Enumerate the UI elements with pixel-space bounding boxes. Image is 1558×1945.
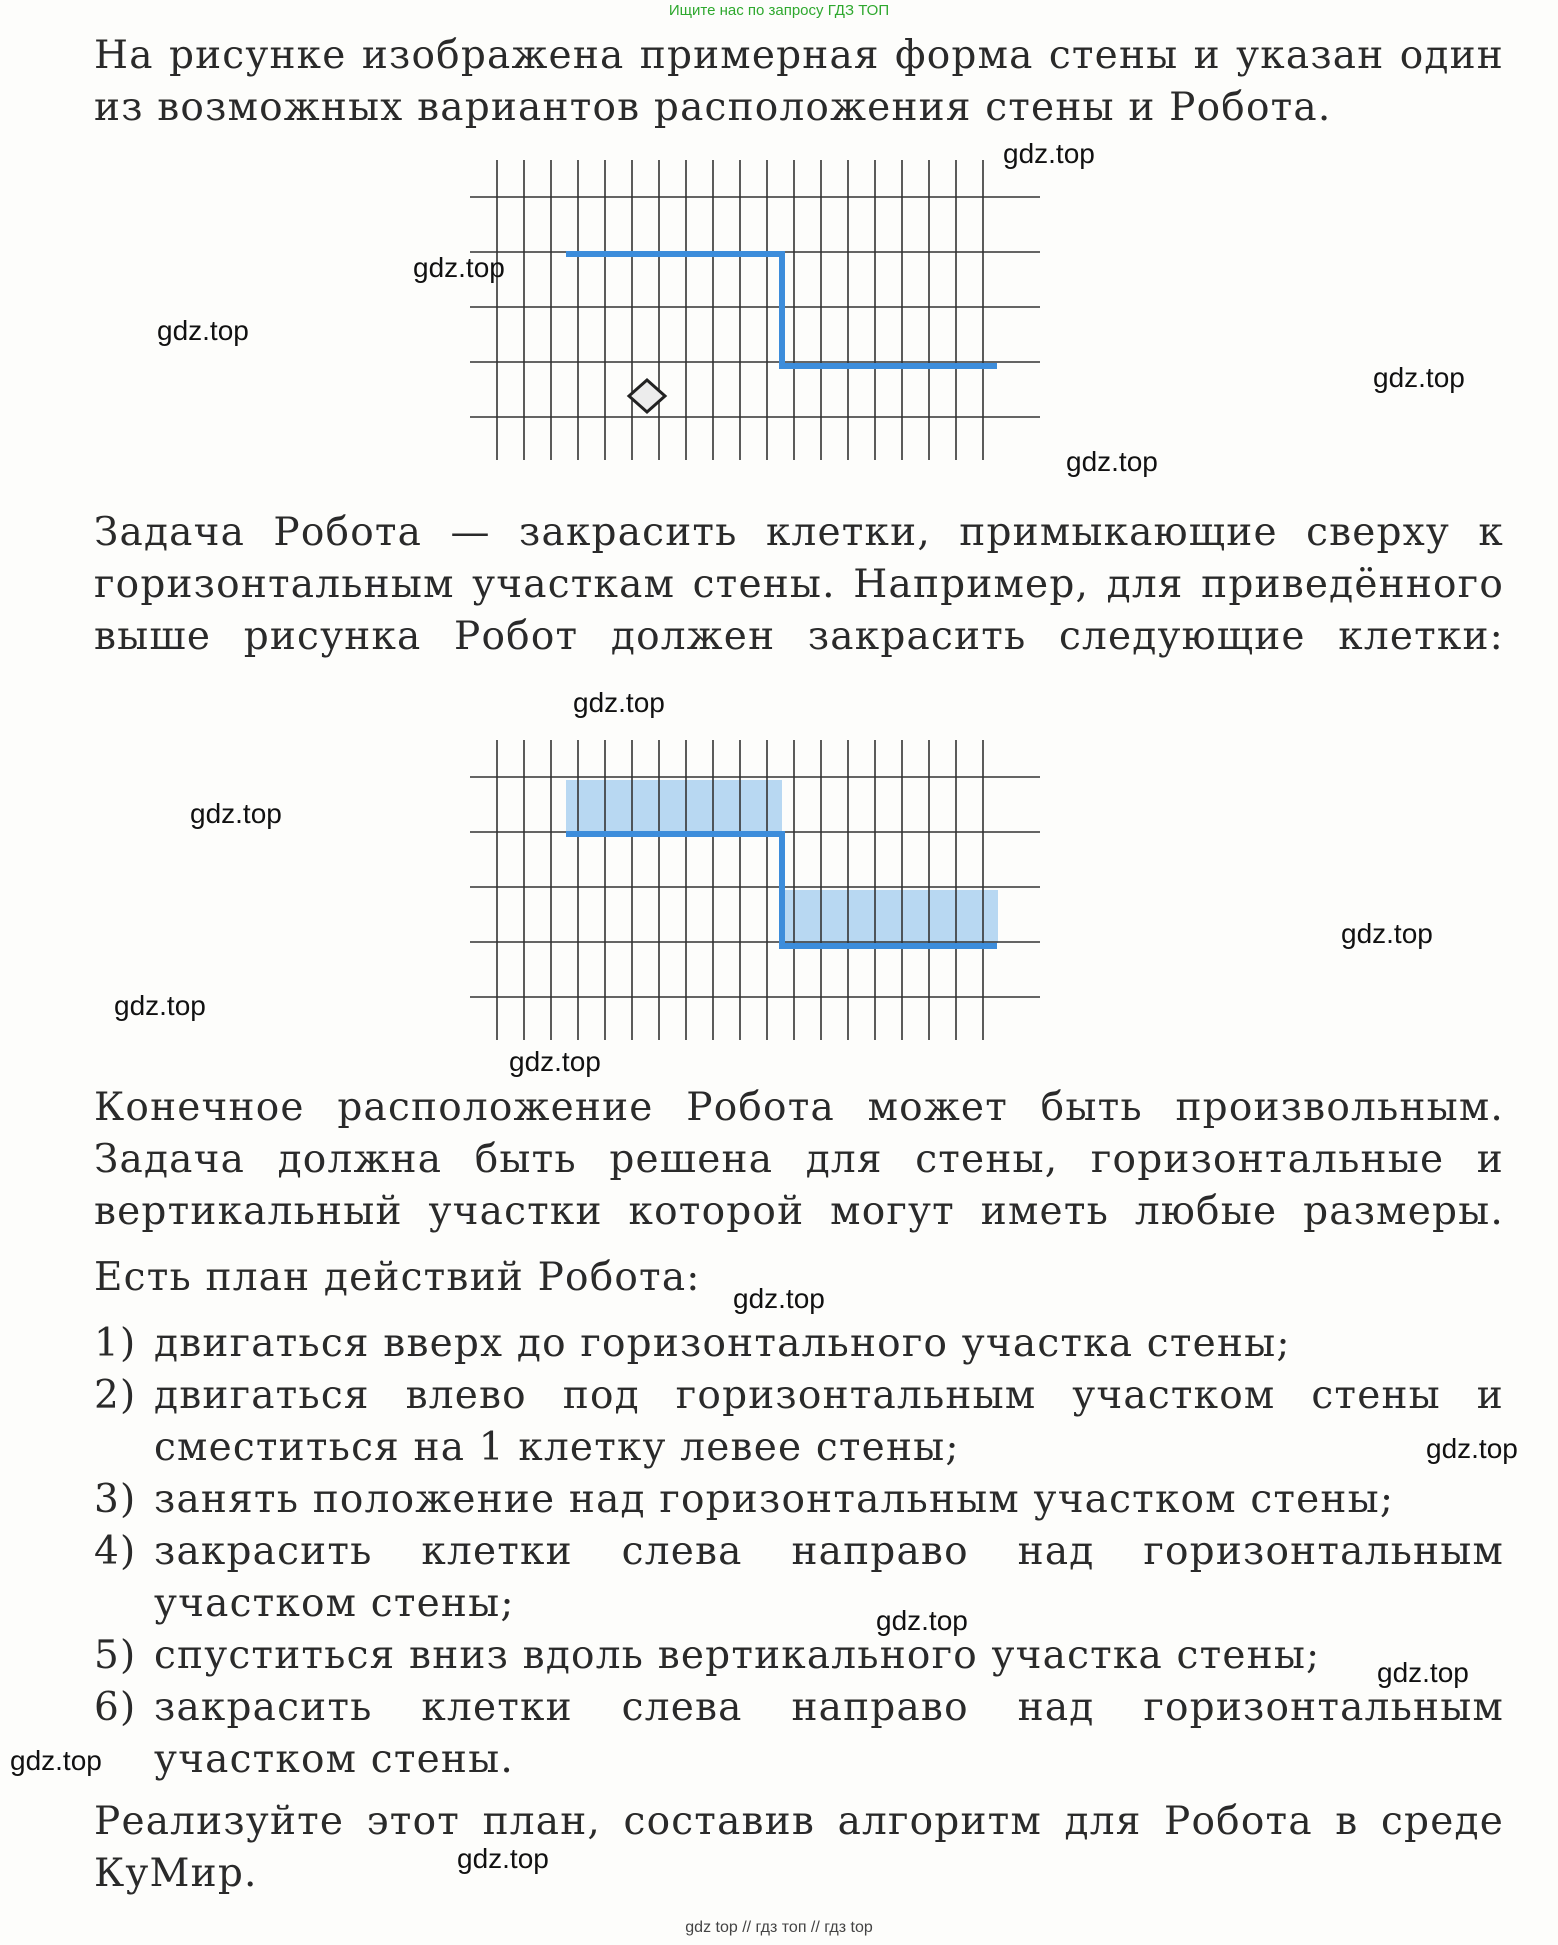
plan-title-text: Есть план действий Робота: [94,1255,701,1300]
top-banner[interactable]: Ищите нас по запросу ГДЗ ТОП [668,2,890,19]
watermark: gdz.top [1066,446,1158,477]
shaded-cells-lower [782,890,998,943]
conclusion-paragraph: Реализуйте этот план, составив алгоритм для Робота в среде КуМир. [94,1799,1504,1896]
plan-item-number: 1) [94,1321,137,1366]
plan-item-text: двигаться вверх до горизонтального участка стены; [154,1321,1291,1366]
figure-shaded-cells [470,740,1050,1045]
watermark: gdz.top [114,990,206,1021]
plan-item-5 [94,1630,1504,1682]
bottom-banner[interactable]: gdz top // гдз топ // гдз top [685,1919,873,1936]
plan-item-number: 6) [94,1685,137,1730]
watermark: gdz.top [733,1283,825,1314]
plan-item-number: 2) [94,1373,137,1418]
plan-item-number: 3) [94,1477,137,1522]
plan-item-text: спуститься вниз вдоль вертикального участка стены; [154,1633,1321,1678]
plan-item-4 [94,1526,1504,1630]
watermark: gdz.top [413,252,505,283]
shaded-cells-upper [566,780,782,833]
plan-item-text: закрасить клетки слева направо над горизонтальным участком стены. [154,1685,1504,1782]
watermark: gdz.top [1341,918,1433,949]
task-paragraph: Задача Робота — закрасить клетки, примыкающие сверху к горизонтальным участкам стены. Например, для приведённого выше рисунка Робот должен закрасить следующие клетки: [94,510,1504,659]
watermark: gdz.top [157,315,249,346]
plan-item-text: двигаться влево под горизонтальным участком стены и сместиться на 1 клетку левее стены; [154,1373,1504,1470]
watermark: gdz.top [573,687,665,718]
watermark: gdz.top [10,1745,102,1776]
figure-wall-robot [470,160,1050,465]
plan-item-number: 5) [94,1633,137,1678]
grid-lines [470,160,1040,460]
plan-item-2 [94,1370,1504,1474]
plan-item-text: закрасить клетки слева направо над горизонтальным участком стены; [154,1529,1504,1626]
intro-paragraph: На рисунке изображена примерная форма стены и указан один из возможных вариантов расположения стены и Робота. [94,33,1504,130]
watermark: gdz.top [1377,1657,1469,1688]
final-position-paragraph: Конечное расположение Робота может быть произвольным. Задача должна быть решена для стены, горизонтальные и вертикальный участки которой могут иметь любые размеры. [94,1085,1504,1234]
plan-item-number: 4) [94,1529,137,1574]
watermark: gdz.top [457,1843,549,1874]
wall-line [566,254,997,366]
watermark: gdz.top [1003,138,1095,169]
watermark: gdz.top [1426,1433,1518,1464]
watermark: gdz.top [190,798,282,829]
watermark: gdz.top [509,1046,601,1077]
watermark: gdz.top [1373,362,1465,393]
watermark: gdz.top [876,1605,968,1636]
plan-item-1 [94,1318,1504,1370]
plan-item-text: занять положение над горизонтальным участком стены; [154,1477,1395,1522]
plan-item-6 [94,1682,1504,1786]
plan-item-3 [94,1474,1504,1526]
